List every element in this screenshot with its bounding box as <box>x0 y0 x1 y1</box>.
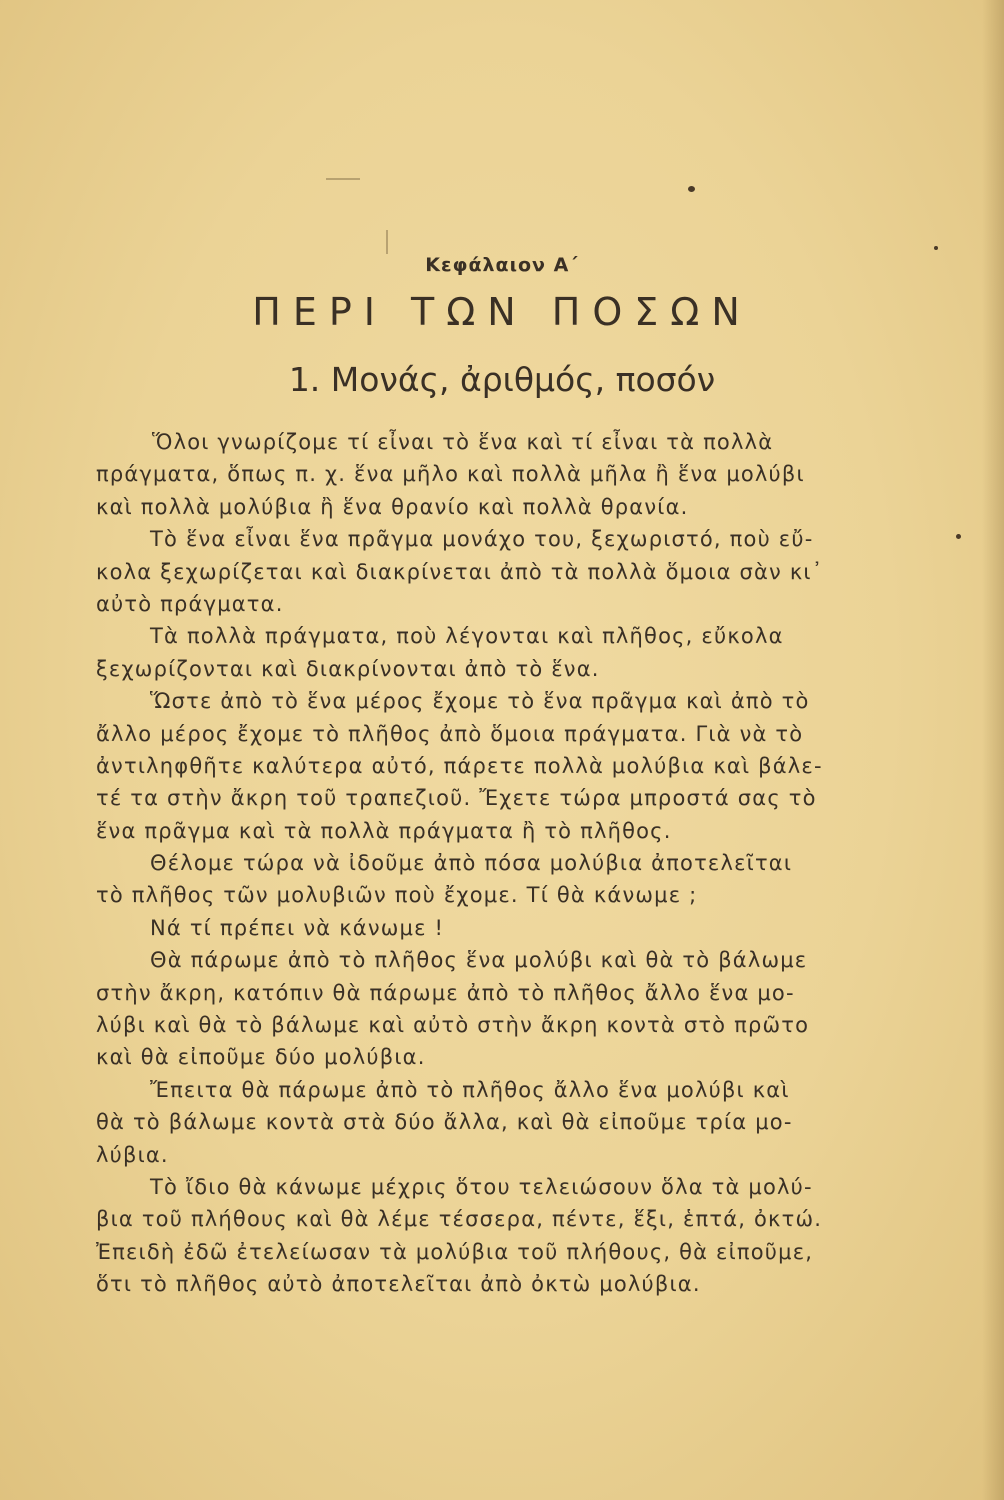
body-text <box>96 426 896 1301</box>
text-line: λύβι καὶ θὰ τὸ βάλωμε καὶ αὐτὸ στὴν ἄκρη κοντὰ στὸ πρῶτο <box>96 1013 810 1038</box>
text-line: λύβια. <box>96 1142 169 1167</box>
text-line: θὰ τὸ βάλωμε κοντὰ στὰ δύο ἄλλα, καὶ θὰ εἰποῦμε τρία μο- <box>96 1110 793 1135</box>
text-line: Ὥστε ἀπὸ τὸ ἕνα μέρος ἔχομε τὸ ἕνα πρᾶγμα καὶ ἀπὸ τὸ <box>150 689 810 714</box>
text-line: καὶ θὰ εἰποῦμε δύο μολύβια. <box>96 1045 426 1070</box>
text-line: Ὅλοι γνωρίζομε τί εἶναι τὸ ἕνα καὶ τί εἶναι τὰ πολλὰ <box>152 430 774 454</box>
text-line: καὶ πολλὰ μολύβια ἢ ἕνα θρανίο καὶ πολλὰ θρανία. <box>96 494 689 519</box>
pencil-mark <box>386 230 388 254</box>
chapter-label: Κεφάλαιον Α΄ <box>425 254 579 276</box>
text-line: ἄλλο μέρος ἔχομε τὸ πλῆθος ἀπὸ ὅμοια πράγματα. Γιὰ νὰ τὸ <box>96 721 804 746</box>
pencil-mark <box>326 178 360 180</box>
text-line: ἀντιληφθῆτε καλύτερα αὐτό, πάρετε πολλὰ μολύβια καὶ βάλε- <box>96 753 823 778</box>
text-line: Τὸ ἴδιο θὰ κάνωμε μέχρις ὅτου τελειώσουν ὅλα τὰ μολύ- <box>150 1174 813 1199</box>
text-line: Τὰ πολλὰ πράγματα, ποὺ λέγονται καὶ πλῆθος, εὔκολα <box>150 624 784 649</box>
text-line: ὅτι τὸ πλῆθος αὐτὸ ἀποτελεῖται ἀπὸ ὀκτὼ μολύβια. <box>96 1272 701 1297</box>
chapter-title: ΠΕΡΙ ΤΩΝ ΠΟΣΩΝ <box>252 290 752 334</box>
text-line: ἕνα πρᾶγμα καὶ τὰ πολλὰ πράγματα ἢ τὸ πλῆθος. <box>96 818 672 843</box>
text-line: Ἐπειδὴ ἐδῶ ἐτελείωσαν τὰ μολύβια τοῦ πλήθους, θὰ εἰποῦμε, <box>96 1239 814 1264</box>
text-line: Νά τί πρέπει νὰ κάνωμε ! <box>150 915 445 940</box>
page-edge-shadow <box>982 0 1004 1500</box>
text-line: τὸ πλῆθος τῶν μολυβιῶν ποὺ ἔχομε. Τί θὰ κάνωμε ; <box>96 883 698 908</box>
text-line: πράγματα, ὅπως π. χ. ἕνα μῆλο καὶ πολλὰ μῆλα ἢ ἕνα μολύβι <box>96 462 805 487</box>
text-line: αὐτὸ πράγματα. <box>96 591 284 616</box>
text-line: τέ τα στὴν ἄκρη τοῦ τραπεζιοῦ. Ἔχετε τώρα μπροστά σας τὸ <box>96 786 817 811</box>
section-title: 1. Μονάς, ἀριθμός, ποσόν <box>288 360 716 399</box>
text-line: Θέλομε τώρα νὰ ἰδοῦμε ἀπὸ πόσα μολύβια ἀποτελεῖται <box>150 851 793 876</box>
text-line: Ἔπειτα θὰ πάρωμε ἀπὸ τὸ πλῆθος ἄλλο ἕνα μολύβι καὶ <box>150 1077 790 1102</box>
text-line: στὴν ἄκρη, κατόπιν θὰ πάρωμε ἀπὸ τὸ πλῆθος ἄλλο ἕνα μο- <box>96 980 795 1005</box>
text-line: κολα ξεχωρίζεται καὶ διακρίνεται ἀπὸ τὰ πολλὰ ὅμοια σὰν κι᾿ <box>96 559 824 584</box>
ink-speck <box>688 186 695 192</box>
ink-speck <box>956 534 961 539</box>
text-line: Τὸ ἕνα εἶναι ἕνα πρᾶγμα μονάχο του, ξεχωριστό, ποὺ εὔ- <box>150 527 814 552</box>
text-line: βια τοῦ πλήθους καὶ θὰ λέμε τέσσερα, πέντε, ἕξι, ἑπτά, ὀκτώ. <box>96 1207 823 1232</box>
ink-speck <box>934 246 938 250</box>
text-line: ξεχωρίζονται καὶ διακρίνονται ἀπὸ τὸ ἕνα. <box>96 656 600 681</box>
text-line: Θὰ πάρωμε ἀπὸ τὸ πλῆθος ἕνα μολύβι καὶ θὰ τὸ βάλωμε <box>150 948 808 973</box>
